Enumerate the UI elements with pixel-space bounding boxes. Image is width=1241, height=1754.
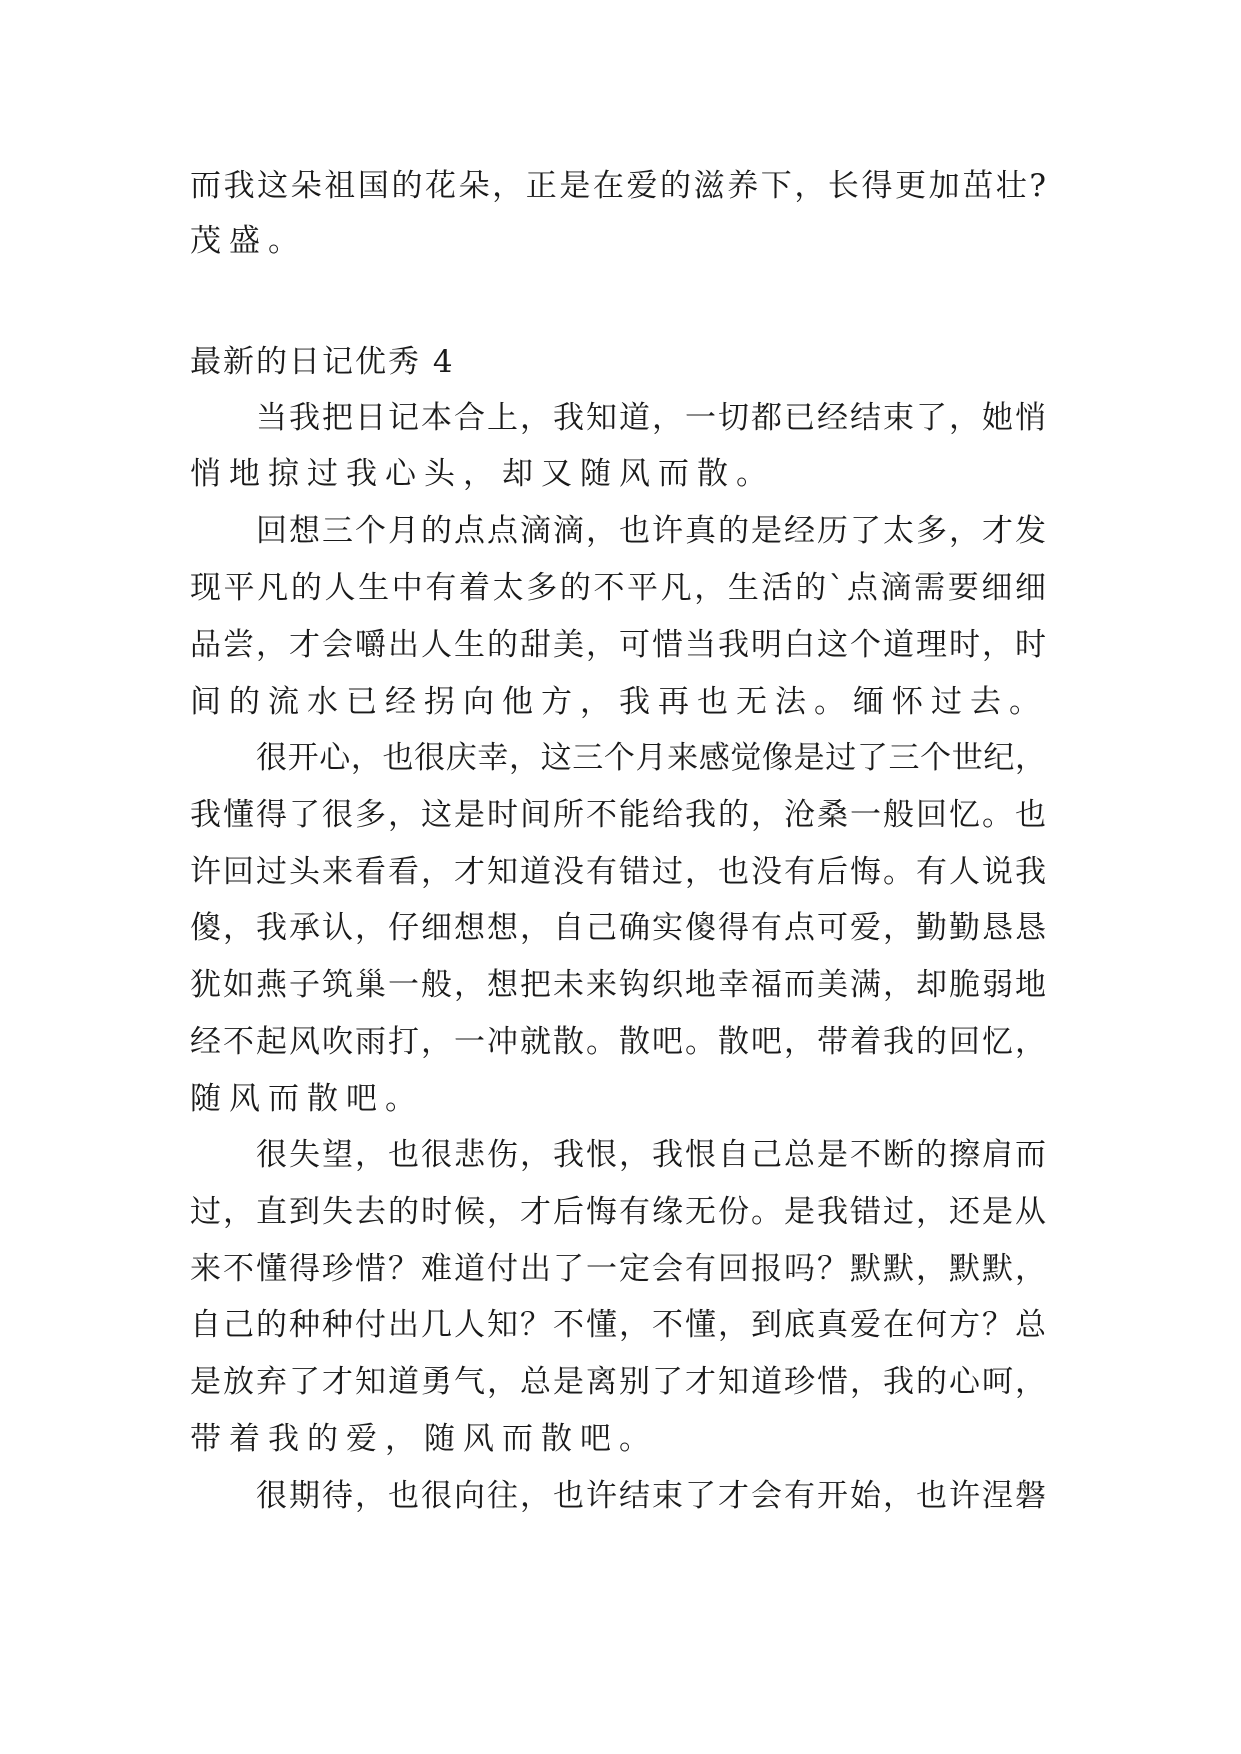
paragraph-line: 犹如燕子筑巢一般，想把未来钩织地幸福而美满，却脆弱地 xyxy=(190,967,1046,1003)
paragraph-line: 许回过头来看看，才知道没有错过，也没有后悔。有人说我 xyxy=(190,854,1046,890)
paragraph-line: 当我把日记本合上，我知道，一切都已经结束了，她悄 xyxy=(256,400,1046,436)
paragraph-line: 很失望，也很悲伤，我恨，我恨自己总是不断的擦肩而 xyxy=(256,1137,1046,1173)
paragraph-line: 品尝，才会嚼出人生的甜美，可惜当我明白这个道理时，时 xyxy=(190,627,1046,663)
section-heading: 最新的日记优秀 4 xyxy=(190,344,455,380)
paragraph-line: 很期待，也很向往，也许结束了才会有开始，也许涅磐 xyxy=(256,1478,1046,1514)
paragraph-line: 傻，我承认，仔细想想，自己确实傻得有点可爱，勤勤恳恳 xyxy=(190,910,1046,946)
paragraph-line: 带着我的爱，随风而散吧。 xyxy=(190,1421,658,1457)
paragraph-line: 自己的种种付出几人知？不懂，不懂，到底真爱在何方？总 xyxy=(190,1307,1046,1343)
paragraph-line: 现平凡的人生中有着太多的不平凡，生活的`点滴需要细细 xyxy=(190,570,1046,606)
paragraph-line: 回想三个月的点点滴滴，也许真的是经历了太多，才发 xyxy=(256,513,1046,549)
paragraph-line: 很开心，也很庆幸，这三个月来感觉像是过了三个世纪， xyxy=(256,740,1046,776)
paragraph-line: 我懂得了很多，这是时间所不能给我的，沧桑一般回忆。也 xyxy=(190,797,1046,833)
paragraph-line: 而我这朵祖国的花朵，正是在爱的滋养下，长得更加茁壮? xyxy=(190,168,1046,204)
paragraph-line: 随风而散吧。 xyxy=(190,1081,424,1117)
paragraph-line: 茂盛。 xyxy=(190,223,307,259)
paragraph-line: 来不懂得珍惜？难道付出了一定会有回报吗？默默，默默， xyxy=(190,1251,1046,1287)
paragraph-line: 是放弃了才知道勇气，总是离别了才知道珍惜，我的心呵， xyxy=(190,1364,1046,1400)
paragraph-line: 间的流水已经拐向他方，我再也无法。缅怀过去。 xyxy=(190,684,1048,720)
paragraph-line: 悄地掠过我心头，却又随风而散。 xyxy=(190,456,775,492)
paragraph-line: 经不起风吹雨打，一冲就散。散吧。散吧，带着我的回忆， xyxy=(190,1024,1046,1060)
paragraph-line: 过，直到失去的时候，才后悔有缘无份。是我错过，还是从 xyxy=(190,1194,1046,1230)
